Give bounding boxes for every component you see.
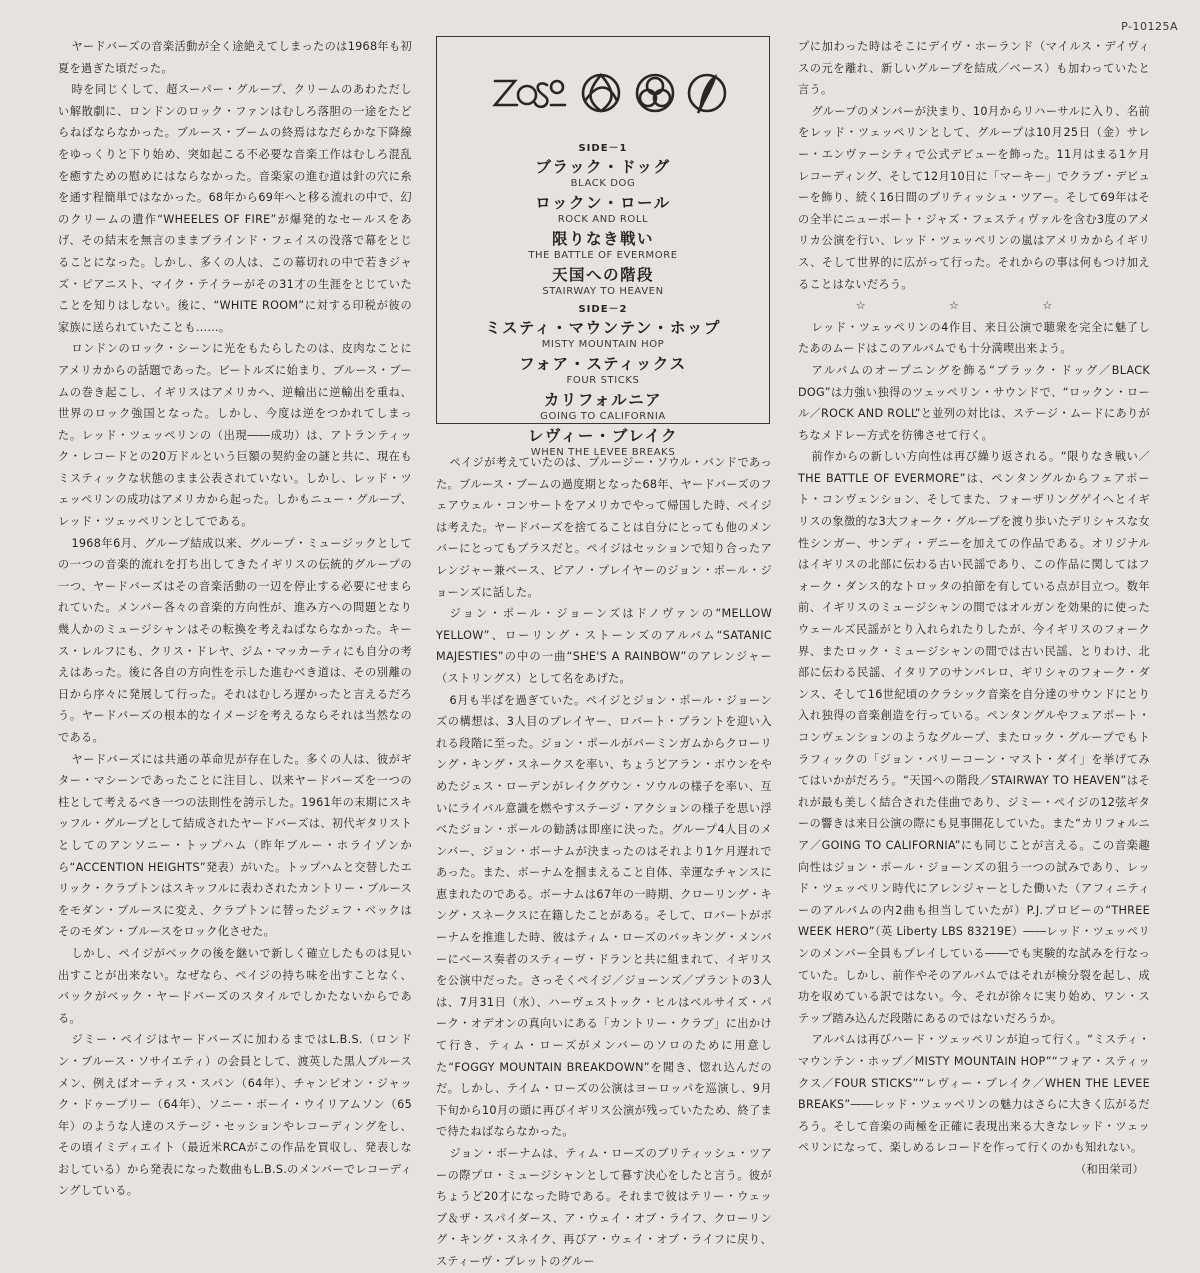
paragraph: プに加わった時はそこにデイヴ・ホーランド（マイルス・デイヴィスの元を離れ、新しいグループを結成／ベース）も加わっていたと言う。 xyxy=(798,40,1150,97)
track-title-en: BLACK DOG xyxy=(570,178,636,189)
paragraph: グループのメンバーが決まり、10月からリハーサルに入り、名前をレッド・ツェッペリンとして、グループは10月25日（金）サレー・エンヴァーシティで公式デビューを飾った。11月はまる1ケ月レコーディング、そして12月10日に「マーキー」でクラブ・デビューを飾り、続く16日間のブリティッシュ・ツアー。そして69年はその全半にニューポート・ジャズ・フェスティヴァルを含む3度のアメリカ公演を行い、レッド・ツェッペリンの嵐はアメリカからイギリス、そして世界的に広がって行った。それからの事は何もつけ加えることはないだろう。 xyxy=(798,104,1150,291)
track-item xyxy=(437,318,769,351)
paragraph: アルバムのオープニングを飾る“ブラック・ドッグ／BLACK DOG”は力強い独得のツェッペリン・サウンドで、“ロックン・ロール／ROCK AND ROLL”と並列の対比は、ステージ・ムードにありがちなメドレー方式を彷彿させて行く。 xyxy=(798,363,1150,442)
section-divider-stars: ☆ ☆ ☆ xyxy=(855,299,1093,313)
paragraph: ジミー・ペイジはヤードバーズに加わるまではL.B.S.（ロンドン・ブルース・ソサイエティ）の会員として、渡英した黒人ブルースメン、例えばオーティス・スパン（64年）、チャンピオン・ジャック・ドゥープリー（64年）、ソニー・ボーイ・ウイリアムソン（65年）のような人達のステージ・セッションやレコーディングをし、その頃イミディエイト（最近米RCAがこの作品を買収し、発表しなおしている）から発表になった数曲もL.B.S.のメンバーでレコーディングしている。 xyxy=(58,1033,412,1198)
track-item xyxy=(437,390,769,423)
feather-symbol-icon xyxy=(689,75,725,113)
catalog-number: P-10125A xyxy=(1121,20,1178,33)
triquetra-symbol-icon xyxy=(583,75,619,111)
track-title-en: FOUR STICKS xyxy=(566,375,640,386)
paragraph: しかし、ペイジがベックの後を継いで新しく確立したものは見い出すことが出来ない。なぜなら、ペイジの持ち味を出すことなく、バックがベック・ヤードバーズのスタイルでしかたないからである。 xyxy=(58,946,412,1025)
paragraph: 前作からの新しい方向性は再び繰り返される。“限りなき戦い／THE BATTLE OF EVERMORE”は、ペンタングルからフェアポート・コンヴェンション、そしてまた、フォーザリングゲイへとイギリスの象徴的な3大フォーク・グループを渡り歩いたデリシャスな女性シンガー、サンディ・デニーを加えての作品である。オリジナルはイギリスの北部に伝わる古い民謡であり、この作品に関してはフォーク・ダンス的なトロッタの拍節を有している点が目立つ。数年前、イギリスのミュージシャンの間ではオルガンを効果的に使ったウェールズ民謡がとり入れられたりしたが、今イギリスのフォーク界、またロック・ミュージシャンの間では古い民謡、とりわけ、北部に伝わる民謡、イタリアのサンバレロ、ギリシャのフォーク・ダンス、そして16世紀頃のクラシック音楽を自分達のサウンドにとり入れ独得の音楽創造を行っている。ペンタングルやフェアポート・コンヴェンションのようなグループ、またロック・グループでもトラフィックの「ジョン・バリーコーン・マスト・ダイ」を挙げてみてはいかがだろう。“天国への階段／STAIRWAY TO HEAVEN”はそれが最も美しく結合された佳曲であり、ジミー・ペイジの12弦ギターの響きは来日公演の際にも見事開花していた。また“カリフォルニア／GOING TO CALIFORNIA”にも同じことが言える。この音楽趣向性はジョン・ポール・ジョーンズの狙う一つの試みであり、レッド・ツェッペリン時代にアレンジャーとした働いた（アフィニティーのアルバムの内2曲も担当していたが）P.J.プロビーの“THREE WEEK HERO”（英 Liberty LBS 83219E）――レッド・ツェッペリンのメンバー全員もプレイしている――でも実験的な試みを行なっていた。しかし、前作やそのアルバムではそれが検分裂を起し、成功を収めている訳ではない。今、それが徐々に実り始め、ワン・ステップ踏み込んだ段階にあるのではないだろうか。 xyxy=(798,450,1150,1025)
paragraph: レッド・ツェッペリンの4作目、来日公演で聴衆を完全に魅了したあのムードはこのアルバムでも十分満喫出来よう。 xyxy=(798,320,1150,356)
track-title-jp: ロックン・ロール xyxy=(535,194,671,212)
right-text-column xyxy=(798,36,1150,1180)
track-title-en: STAIRWAY TO HEAVEN xyxy=(542,286,664,297)
track-title-en: ROCK AND ROLL xyxy=(557,214,649,225)
track-title-jp: カリフォルニア xyxy=(543,391,663,409)
track-title-jp: 限りなき戦い xyxy=(551,230,654,248)
track-item xyxy=(437,354,769,387)
track-item xyxy=(437,157,769,190)
three-rings-symbol-icon xyxy=(637,75,673,111)
track-title-en: WHEN THE LEVEE BREAKS xyxy=(530,447,676,458)
author-credit: （和田栄司） xyxy=(1075,1162,1144,1176)
paragraph: 6月も半ばを過ぎていた。ペイジとジョン・ポール・ジョーンズの構想は、3人目のプレイヤー、ロバート・プラントを迎い入れる段階に至った。ジョン・ポールがバーミンガムからクローリング・キング・スネークスを率い、ちょうどアラン・ボウンをやめたジェス・ローデンがレイクグウン・ソウルの様子を率い、互いにライバル意識を燃やすステージ・アクションの様子を思い浮べたジョン・ポールの勧誘は即座に決った。グループ4人目のメンバー、ジョン・ボーナムが決まったのはそれより1ケ月遅れであった。また、ボーナムを掴まえること自体、幸運なチャンスに恵まれたのである。ボーナムは67年の一時期、クローリング・キング・スネークスに在籍したことがある。そして、ロバートがボーナムを推進した時、彼はティム・ローズのバッキング・メンバーにベース奏者のスティーヴ・ドランと共に組まれて、イギリスを公演中だった。さっそくペイジ／ジョーンズ／プラントの3人は、7月31日（水）、ハーヴェストック・ヒルはベルサイズ・パーク・オデオンの真向いにある「カントリー・クラブ」に出かけて行き、ティム・ローズがメンバーのソロのために用意した“FOGGY MOUNTAIN BREAKDOWN”を聞き、惚れ込んだのだ。しかし、テイム・ローズの公演はヨーロッパを巡演し、9月下旬から10月の頭に再びイギリス公演が残っていたため、終了まで待たねばならなかった。 xyxy=(436,693,772,1139)
paragraph: 1968年6月、グループ結成以来、グループ・ミュージックとしての一つの音楽的流れを打ち出してきたイギリスの伝統的グループの一つ、ヤードバーズはその音楽活動の一辺を停止する必要にせまられていた。メンバー各々の音楽的方向性が、進み方への問題となり幾人かのミュージシャンはその転換を考えねばならなかった。キース・レルフにも、クリス・ドレヤ、ジム・マッカーティにも自分の考えはあった。後に各自の方向性を示した進むべき道は、その別離の日から序々に発展して行った。それはむしろ遅かったと言えるだろう。ヤードバーズの根本的なイメージを考えるならそれは当然なのである。 xyxy=(58,536,412,744)
left-text-column xyxy=(58,36,412,1202)
paragraph: ヤードバーズには共通の革命児が存在した。多くの人は、彼がギター・マシーンであったことに注目し、以来ヤードバーズを一つの柱として考えるべき一つの法則性を誇示した。1961年の末期にスキッフル・グループとして結成されたヤードバーズは、初代ギタリストとしてのアンソニー・トップハム（昨年ブルー・ホライゾンから“ACCENTION HEIGHTS”発表）がいた。トップハムと交替したエリック・クラプトンはスキッフルに表わされたカントリー・ブルースをモダン・ブルースに変え、クラプトンに替ったジェフ・ベックはそのモダン・ブルースをロック化させた。 xyxy=(58,752,412,939)
paragraph: ペイジが考えていたのは、ブルージー・ソウル・バンドであった。ブルース・ブームの過度期となった68年、ヤードバーズのフェアウェル・コンサートをアメリカでやって帰国した時、ペイジは考えた。ヤードバーズを捨てることは自分にとっても他のメンバーにとってもプラスだと。ペイジはセッションで知り合ったアレンジャー兼ベース、ピアノ・プレイヤーのジョン・ポール・ジョーンズに話した。 xyxy=(436,456,772,599)
track-item xyxy=(437,193,769,226)
tracklist-box xyxy=(436,36,770,458)
track-title-jp: レヴィー・ブレイク xyxy=(527,427,679,445)
track-title-en: THE BATTLE OF EVERMORE xyxy=(528,250,678,261)
track-list xyxy=(437,137,769,461)
track-title-en: MISTY MOUNTAIN HOP xyxy=(541,339,665,350)
side-2-label: SIDE－2 xyxy=(578,304,628,315)
track-title-en: GOING TO CALIFORNIA xyxy=(540,411,666,422)
paragraph: ヤードバーズの音楽活動が全く途絶えてしまったのは1968年も初夏を過ぎた頃だった。 xyxy=(58,40,412,75)
track-item xyxy=(437,229,769,262)
track-item xyxy=(437,265,769,298)
paragraph: 時を同じくして、超スーパー・グループ、クリームのあわただしい解散劇に、ロンドンのロック・ファンはむしろ落胆の一途をたどらねばならなかった。ブルース・ブームの終焉はなだらかな下降線をゆっくりと下り始め、突如起こる不必要な音楽工作はむしろ混乱を癒すための慰めにはならなかった。音楽家の進む道は針の穴に糸を通す程簡単ではなかった。68年から69年へと移る流れの中で、幻のクリームの遺作“WHEELES OF FIRE”が爆発的なセールスをあげ、その結末を無言のままブラインド・フェイスの没落で幕をとじることになった。しかし、多くの人は、この幕切れの中で若きジャズ・ピアニスト、マイク・テイラーがその31才の生涯をとじていたことを知りはしない。後に、“WHITE ROOM”に対する印税が彼の家族に送られていたことも……。 xyxy=(58,83,412,334)
track-title-jp: フォア・スティックス xyxy=(519,355,687,373)
track-title-jp: ミスティ・マウンテン・ホップ xyxy=(485,319,721,337)
band-symbols xyxy=(437,61,771,125)
paragraph: ロンドンのロック・シーンに光をもたらしたのは、皮肉なことにアメリカからの話題であった。ビートルズに始まり、ブルース・ブームの巻き起こし、イギリスはアメリカへ、逆輸出に逆輸出を重ね、世界のロック強国となった。しかし、今度は逆をつかれてしまった。レッド・ツェッペリンの（出現――成功）は、アトランティック・レコードとの20万ドルという巨額の契約金の謎と共に、現在もミスティックな状態のまま公表されていない。しかし、レッド・ツェッペリンの成功はアメリカから起った。しかもニュー・グループ、レッド・ツェッペリンとしてである。 xyxy=(58,342,412,529)
side-1-label: SIDE－1 xyxy=(578,143,628,154)
track-title-jp: ブラック・ドッグ xyxy=(535,158,671,176)
zoso-symbol-icon xyxy=(495,81,565,107)
track-title-jp: 天国への階段 xyxy=(551,266,654,284)
paragraph: ジョン・ボーナムは、ティム・ローズのブリティッシュ・ツアーの際プロ・ミュージシャンとして暮す決心をしたと言う。彼がちょうど20才になった時である。それまで彼はテリー・ウェッブ＆ザ・スパイダース、ア・ウェイ・オブ・ライフ、クローリング・キング・スネイク、再びア・ウェイ・オブ・ライフに戻り、スティーヴ・ブレットのグルー xyxy=(436,1147,772,1268)
paragraph: アルバムは再びハード・ツェッペリンが迫って行く。“ミスティ・マウンテン・ホップ／MISTY MOUNTAIN HOP”“フォア・スティックス／FOUR STICKS”“レヴィー・ブレイク／WHEN THE LEVEE BREAKS”――レッド・ツェッペリンの魅力はさらに大きく広がるだろう。そして音楽の両極を正確に表現出来る大きなレッド・ツェッペリンになって、楽しめるレコードを作って行くのかも知れない。 xyxy=(798,1033,1150,1155)
middle-text-column xyxy=(436,452,772,1273)
paragraph: ジョン・ポール・ジョーンズはドノヴァンの“MELLOW YELLOW”、ローリング・ストーンズのアルバム“SATANIC MAJESTIES”の中の一曲“SHE'S A RAINBOW”のアレンジャー（ストリングス）として名をあげた。 xyxy=(436,607,772,685)
